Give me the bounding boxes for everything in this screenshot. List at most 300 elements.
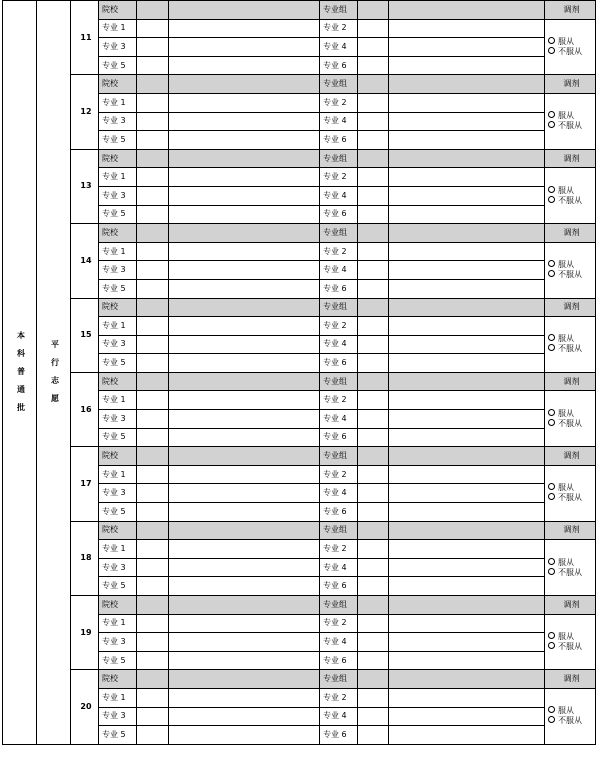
- major-code-field[interactable]: [137, 354, 169, 373]
- major-code-field[interactable]: [137, 577, 169, 596]
- major-name-field[interactable]: [169, 242, 320, 261]
- radio-circle-icon[interactable]: [548, 111, 555, 118]
- major-name-field[interactable]: [169, 707, 320, 726]
- volunteer-number: 12: [71, 75, 99, 149]
- major-name-field[interactable]: [169, 168, 320, 187]
- volunteer-header-row: [3, 447, 596, 466]
- school-name-field[interactable]: [169, 75, 320, 94]
- radio-circle-icon[interactable]: [548, 558, 555, 565]
- radio-circle-icon[interactable]: [548, 270, 555, 277]
- major-code-field[interactable]: [137, 614, 169, 633]
- not-obey-label: 不服从: [558, 493, 582, 503]
- major-code-field[interactable]: [358, 391, 389, 410]
- school-code-field[interactable]: [137, 298, 169, 317]
- major-code-field[interactable]: [358, 56, 389, 75]
- major-name-field[interactable]: [389, 428, 545, 447]
- major-name-field[interactable]: [169, 317, 320, 336]
- school-code-field[interactable]: [137, 224, 169, 243]
- major-code-field[interactable]: [137, 651, 169, 670]
- adjust-options: [545, 688, 596, 744]
- major-code-field[interactable]: [358, 428, 389, 447]
- major-name-field[interactable]: [389, 707, 545, 726]
- volunteer-number: 14: [71, 224, 99, 298]
- major-group-name-field[interactable]: [389, 298, 545, 317]
- major-label: 专业 1: [99, 168, 137, 187]
- major-name-field[interactable]: [169, 540, 320, 559]
- major-code-field[interactable]: [358, 261, 389, 280]
- major-code-field[interactable]: [358, 186, 389, 205]
- major-name-field[interactable]: [389, 112, 545, 131]
- major-name-field[interactable]: [169, 112, 320, 131]
- school-name-field[interactable]: [169, 1, 320, 20]
- major-name-field[interactable]: [389, 186, 545, 205]
- major-name-field[interactable]: [389, 726, 545, 745]
- major-name-field[interactable]: [389, 558, 545, 577]
- major-code-field[interactable]: [137, 38, 169, 57]
- not-obey-label: 不服从: [558, 418, 582, 428]
- major-code-field[interactable]: [137, 465, 169, 484]
- major-code-field[interactable]: [137, 131, 169, 150]
- major-group-name-field[interactable]: [389, 1, 545, 20]
- volunteer-header-row: [3, 298, 596, 317]
- major-label: 专业 2: [320, 242, 358, 261]
- major-label: 专业 5: [99, 279, 137, 298]
- batch-category-char: 本: [17, 331, 25, 341]
- major-code-field[interactable]: [137, 186, 169, 205]
- major-name-field[interactable]: [389, 131, 545, 150]
- volunteer-number: 15: [71, 298, 99, 372]
- obey-label: 服从: [558, 483, 574, 493]
- major-group-name-field[interactable]: [389, 447, 545, 466]
- adjust-not-obey-option[interactable]: [548, 47, 595, 57]
- school-name-field[interactable]: [169, 596, 320, 615]
- radio-circle-icon[interactable]: [548, 706, 555, 713]
- major-label: 专业 2: [320, 614, 358, 633]
- major-label: 专业 2: [320, 317, 358, 336]
- adjust-not-obey-option[interactable]: [548, 493, 595, 503]
- school-code-field[interactable]: [137, 447, 169, 466]
- major-code-field[interactable]: [137, 56, 169, 75]
- volunteer-header-row: [3, 670, 596, 689]
- school-label: 院校: [99, 298, 137, 317]
- major-name-field[interactable]: [389, 317, 545, 336]
- school-label: 院校: [99, 224, 137, 243]
- major-code-field[interactable]: [137, 484, 169, 503]
- obey-label: 服从: [558, 36, 574, 46]
- major-name-field[interactable]: [169, 558, 320, 577]
- batch-category-char: 普: [17, 367, 25, 377]
- major-name-field[interactable]: [389, 484, 545, 503]
- major-name-field[interactable]: [389, 19, 545, 38]
- adjust-options: [545, 168, 596, 224]
- major-group-name-field[interactable]: [389, 372, 545, 391]
- major-label: 专业 1: [99, 317, 137, 336]
- major-group-code-field[interactable]: [358, 1, 389, 20]
- major-group-code-field[interactable]: [358, 149, 389, 168]
- major-group-name-field[interactable]: [389, 75, 545, 94]
- major-name-field[interactable]: [389, 168, 545, 187]
- batch-category-char: 科: [17, 349, 25, 359]
- major-label: 专业 6: [320, 503, 358, 522]
- major-name-field[interactable]: [389, 391, 545, 410]
- adjust-not-obey-option[interactable]: [548, 568, 595, 578]
- major-label: 专业 6: [320, 131, 358, 150]
- major-name-field[interactable]: [389, 688, 545, 707]
- adjust-not-obey-option[interactable]: [548, 270, 595, 280]
- major-name-field[interactable]: [389, 279, 545, 298]
- major-name-field[interactable]: [169, 38, 320, 57]
- volunteer-number: 20: [71, 670, 99, 744]
- major-code-field[interactable]: [358, 93, 389, 112]
- major-group-name-field[interactable]: [389, 224, 545, 243]
- batch-category-char: 批: [17, 403, 25, 413]
- major-name-field[interactable]: [389, 93, 545, 112]
- radio-circle-icon[interactable]: [548, 334, 555, 341]
- school-code-field[interactable]: [137, 75, 169, 94]
- adjust-options: [545, 391, 596, 447]
- major-name-field[interactable]: [389, 242, 545, 261]
- major-label: 专业 6: [320, 279, 358, 298]
- major-label: 专业 1: [99, 19, 137, 38]
- volunteer-number: 13: [71, 149, 99, 223]
- major-label: 专业 6: [320, 56, 358, 75]
- adjust-not-obey-option[interactable]: [548, 196, 595, 206]
- major-code-field[interactable]: [137, 707, 169, 726]
- major-code-field[interactable]: [358, 205, 389, 224]
- school-label: 院校: [99, 670, 137, 689]
- radio-circle-icon[interactable]: [548, 186, 555, 193]
- major-label: 专业 6: [320, 205, 358, 224]
- major-name-field[interactable]: [389, 503, 545, 522]
- school-label: 院校: [99, 372, 137, 391]
- obey-label: 服从: [558, 185, 574, 195]
- major-label: 专业 5: [99, 428, 137, 447]
- school-label: 院校: [99, 1, 137, 20]
- major-label: 专业 1: [99, 540, 137, 559]
- volunteer-header-row: [3, 372, 596, 391]
- radio-circle-icon[interactable]: [548, 260, 555, 267]
- major-group-name-field[interactable]: [389, 521, 545, 540]
- major-label: 专业 1: [99, 93, 137, 112]
- school-name-field[interactable]: [169, 447, 320, 466]
- major-label: 专业 3: [99, 633, 137, 652]
- major-name-field[interactable]: [389, 205, 545, 224]
- major-name-field[interactable]: [169, 205, 320, 224]
- volunteer-type-char: 志: [51, 376, 59, 386]
- school-name-field[interactable]: [169, 670, 320, 689]
- obey-label: 服从: [558, 408, 574, 418]
- major-code-field[interactable]: [358, 484, 389, 503]
- adjust-label: 调剂: [545, 75, 596, 94]
- major-label: 专业 3: [99, 335, 137, 354]
- school-name-field[interactable]: [169, 372, 320, 391]
- volunteer-number: 18: [71, 521, 99, 595]
- school-name-field[interactable]: [169, 149, 320, 168]
- volunteer-type-char: 愿: [51, 394, 59, 404]
- major-name-field[interactable]: [169, 726, 320, 745]
- major-name-field[interactable]: [389, 651, 545, 670]
- major-code-field[interactable]: [358, 707, 389, 726]
- major-name-field[interactable]: [169, 354, 320, 373]
- adjust-obey-option[interactable]: [548, 558, 595, 568]
- major-label: 专业 2: [320, 391, 358, 410]
- volunteer-form-table: [2, 0, 596, 745]
- major-name-field[interactable]: [389, 38, 545, 57]
- major-code-field[interactable]: [137, 428, 169, 447]
- volunteer-number: 11: [71, 1, 99, 75]
- adjust-obey-option[interactable]: [548, 111, 595, 121]
- major-label: 专业 4: [320, 707, 358, 726]
- major-code-field[interactable]: [137, 558, 169, 577]
- school-name-field[interactable]: [169, 224, 320, 243]
- major-name-field[interactable]: [389, 577, 545, 596]
- adjust-label: 调剂: [545, 372, 596, 391]
- school-name-field[interactable]: [169, 298, 320, 317]
- major-name-field[interactable]: [389, 335, 545, 354]
- major-code-field[interactable]: [358, 335, 389, 354]
- major-label: 专业 4: [320, 261, 358, 280]
- major-code-field[interactable]: [358, 131, 389, 150]
- radio-circle-icon[interactable]: [548, 632, 555, 639]
- adjust-not-obey-option[interactable]: [548, 716, 595, 726]
- major-label: 专业 5: [99, 56, 137, 75]
- major-code-field[interactable]: [358, 577, 389, 596]
- obey-label: 服从: [558, 631, 574, 641]
- major-name-field[interactable]: [389, 56, 545, 75]
- radio-circle-icon[interactable]: [548, 47, 555, 54]
- adjust-not-obey-option[interactable]: [548, 642, 595, 652]
- major-name-field[interactable]: [169, 484, 320, 503]
- major-label: 专业 5: [99, 354, 137, 373]
- major-label: 专业 4: [320, 633, 358, 652]
- major-code-field[interactable]: [358, 354, 389, 373]
- radio-circle-icon[interactable]: [548, 716, 555, 723]
- major-code-field[interactable]: [358, 242, 389, 261]
- major-label: 专业 3: [99, 112, 137, 131]
- adjust-options: [545, 317, 596, 373]
- major-code-field[interactable]: [137, 503, 169, 522]
- adjust-label: 调剂: [545, 298, 596, 317]
- major-code-field[interactable]: [358, 279, 389, 298]
- major-group-label: 专业组: [320, 149, 358, 168]
- major-label: 专业 6: [320, 577, 358, 596]
- major-name-field[interactable]: [389, 410, 545, 429]
- obey-label: 服从: [558, 334, 574, 344]
- major-code-field[interactable]: [358, 540, 389, 559]
- radio-circle-icon[interactable]: [548, 409, 555, 416]
- major-label: 专业 6: [320, 428, 358, 447]
- major-group-code-field[interactable]: [358, 521, 389, 540]
- not-obey-label: 不服从: [558, 46, 582, 56]
- adjust-obey-option[interactable]: [548, 483, 595, 493]
- adjust-obey-option[interactable]: [548, 334, 595, 344]
- major-group-code-field[interactable]: [358, 75, 389, 94]
- major-label: 专业 1: [99, 688, 137, 707]
- major-code-field[interactable]: [137, 261, 169, 280]
- major-code-field[interactable]: [137, 688, 169, 707]
- volunteer-header-row: [3, 149, 596, 168]
- volunteer-header-row: [3, 596, 596, 615]
- obey-label: 服从: [558, 557, 574, 567]
- major-name-field[interactable]: [169, 131, 320, 150]
- major-name-field[interactable]: [389, 354, 545, 373]
- batch-category-cell: [3, 1, 37, 745]
- major-name-field[interactable]: [169, 261, 320, 280]
- adjust-options: [545, 242, 596, 298]
- major-label: 专业 2: [320, 19, 358, 38]
- radio-circle-icon[interactable]: [548, 483, 555, 490]
- major-label: 专业 2: [320, 688, 358, 707]
- major-code-field[interactable]: [137, 410, 169, 429]
- major-code-field[interactable]: [358, 112, 389, 131]
- major-name-field[interactable]: [169, 503, 320, 522]
- major-label: 专业 2: [320, 465, 358, 484]
- major-name-field[interactable]: [169, 651, 320, 670]
- major-label: 专业 4: [320, 410, 358, 429]
- adjust-obey-option[interactable]: [548, 706, 595, 716]
- major-code-field[interactable]: [358, 726, 389, 745]
- major-name-field[interactable]: [389, 633, 545, 652]
- major-code-field[interactable]: [137, 279, 169, 298]
- major-code-field[interactable]: [358, 651, 389, 670]
- adjust-obey-option[interactable]: [548, 260, 595, 270]
- major-code-field[interactable]: [137, 540, 169, 559]
- major-code-field[interactable]: [137, 726, 169, 745]
- major-code-field[interactable]: [358, 410, 389, 429]
- major-name-field[interactable]: [169, 428, 320, 447]
- adjust-obey-option[interactable]: [548, 186, 595, 196]
- school-label: 院校: [99, 75, 137, 94]
- major-code-field[interactable]: [137, 317, 169, 336]
- volunteer-type-char: 平: [51, 340, 59, 350]
- radio-circle-icon[interactable]: [548, 121, 555, 128]
- major-code-field[interactable]: [137, 335, 169, 354]
- adjust-options: [545, 19, 596, 75]
- major-label: 专业 3: [99, 410, 137, 429]
- major-code-field[interactable]: [358, 465, 389, 484]
- major-group-name-field[interactable]: [389, 149, 545, 168]
- not-obey-label: 不服从: [558, 641, 582, 651]
- major-code-field[interactable]: [358, 38, 389, 57]
- volunteer-type-cell: [37, 1, 71, 745]
- school-code-field[interactable]: [137, 372, 169, 391]
- major-group-label: 专业组: [320, 298, 358, 317]
- major-name-field[interactable]: [169, 56, 320, 75]
- major-name-field[interactable]: [169, 93, 320, 112]
- major-code-field[interactable]: [358, 633, 389, 652]
- volunteer-header-row: [3, 75, 596, 94]
- major-name-field[interactable]: [169, 186, 320, 205]
- adjust-not-obey-option[interactable]: [548, 344, 595, 354]
- major-group-code-field[interactable]: [358, 298, 389, 317]
- major-label: 专业 1: [99, 242, 137, 261]
- not-obey-label: 不服从: [558, 195, 582, 205]
- major-code-field[interactable]: [137, 168, 169, 187]
- radio-circle-icon[interactable]: [548, 493, 555, 500]
- adjust-not-obey-option[interactable]: [548, 419, 595, 429]
- major-name-field[interactable]: [169, 19, 320, 38]
- major-name-field[interactable]: [389, 614, 545, 633]
- major-group-label: 专业组: [320, 447, 358, 466]
- major-code-field[interactable]: [358, 168, 389, 187]
- major-name-field[interactable]: [169, 410, 320, 429]
- major-code-field[interactable]: [358, 19, 389, 38]
- adjust-obey-option[interactable]: [548, 37, 595, 47]
- major-label: 专业 4: [320, 484, 358, 503]
- major-name-field[interactable]: [169, 614, 320, 633]
- school-label: 院校: [99, 596, 137, 615]
- major-code-field[interactable]: [137, 93, 169, 112]
- school-code-field[interactable]: [137, 670, 169, 689]
- school-code-field[interactable]: [137, 521, 169, 540]
- radio-circle-icon[interactable]: [548, 37, 555, 44]
- school-code-field[interactable]: [137, 149, 169, 168]
- obey-label: 服从: [558, 706, 574, 716]
- major-group-name-field[interactable]: [389, 596, 545, 615]
- major-code-field[interactable]: [137, 391, 169, 410]
- major-label: 专业 6: [320, 726, 358, 745]
- major-name-field[interactable]: [389, 540, 545, 559]
- major-code-field[interactable]: [358, 688, 389, 707]
- major-code-field[interactable]: [358, 558, 389, 577]
- major-code-field[interactable]: [358, 614, 389, 633]
- major-name-field[interactable]: [169, 688, 320, 707]
- adjust-options: [545, 465, 596, 521]
- school-name-field[interactable]: [169, 521, 320, 540]
- adjust-label: 调剂: [545, 521, 596, 540]
- major-group-name-field[interactable]: [389, 670, 545, 689]
- major-name-field[interactable]: [169, 465, 320, 484]
- major-code-field[interactable]: [358, 503, 389, 522]
- school-code-field[interactable]: [137, 1, 169, 20]
- major-code-field[interactable]: [137, 112, 169, 131]
- radio-circle-icon[interactable]: [548, 196, 555, 203]
- major-group-code-field[interactable]: [358, 447, 389, 466]
- not-obey-label: 不服从: [558, 270, 582, 280]
- major-group-code-field[interactable]: [358, 670, 389, 689]
- adjust-obey-option[interactable]: [548, 632, 595, 642]
- radio-circle-icon[interactable]: [548, 344, 555, 351]
- major-name-field[interactable]: [169, 391, 320, 410]
- major-group-code-field[interactable]: [358, 596, 389, 615]
- major-label: 专业 4: [320, 335, 358, 354]
- major-label: 专业 1: [99, 391, 137, 410]
- major-name-field[interactable]: [169, 577, 320, 596]
- radio-circle-icon[interactable]: [548, 642, 555, 649]
- major-label: 专业 4: [320, 186, 358, 205]
- major-label: 专业 1: [99, 614, 137, 633]
- major-code-field[interactable]: [137, 19, 169, 38]
- major-code-field[interactable]: [137, 633, 169, 652]
- major-code-field[interactable]: [137, 242, 169, 261]
- major-code-field[interactable]: [137, 205, 169, 224]
- major-group-code-field[interactable]: [358, 224, 389, 243]
- major-code-field[interactable]: [358, 317, 389, 336]
- school-code-field[interactable]: [137, 596, 169, 615]
- major-name-field[interactable]: [169, 279, 320, 298]
- major-group-code-field[interactable]: [358, 372, 389, 391]
- obey-label: 服从: [558, 111, 574, 121]
- major-name-field[interactable]: [169, 335, 320, 354]
- radio-circle-icon[interactable]: [548, 568, 555, 575]
- major-group-label: 专业组: [320, 75, 358, 94]
- major-name-field[interactable]: [169, 633, 320, 652]
- adjust-not-obey-option[interactable]: [548, 121, 595, 131]
- radio-circle-icon[interactable]: [548, 419, 555, 426]
- major-name-field[interactable]: [389, 261, 545, 280]
- adjust-obey-option[interactable]: [548, 409, 595, 419]
- major-name-field[interactable]: [389, 465, 545, 484]
